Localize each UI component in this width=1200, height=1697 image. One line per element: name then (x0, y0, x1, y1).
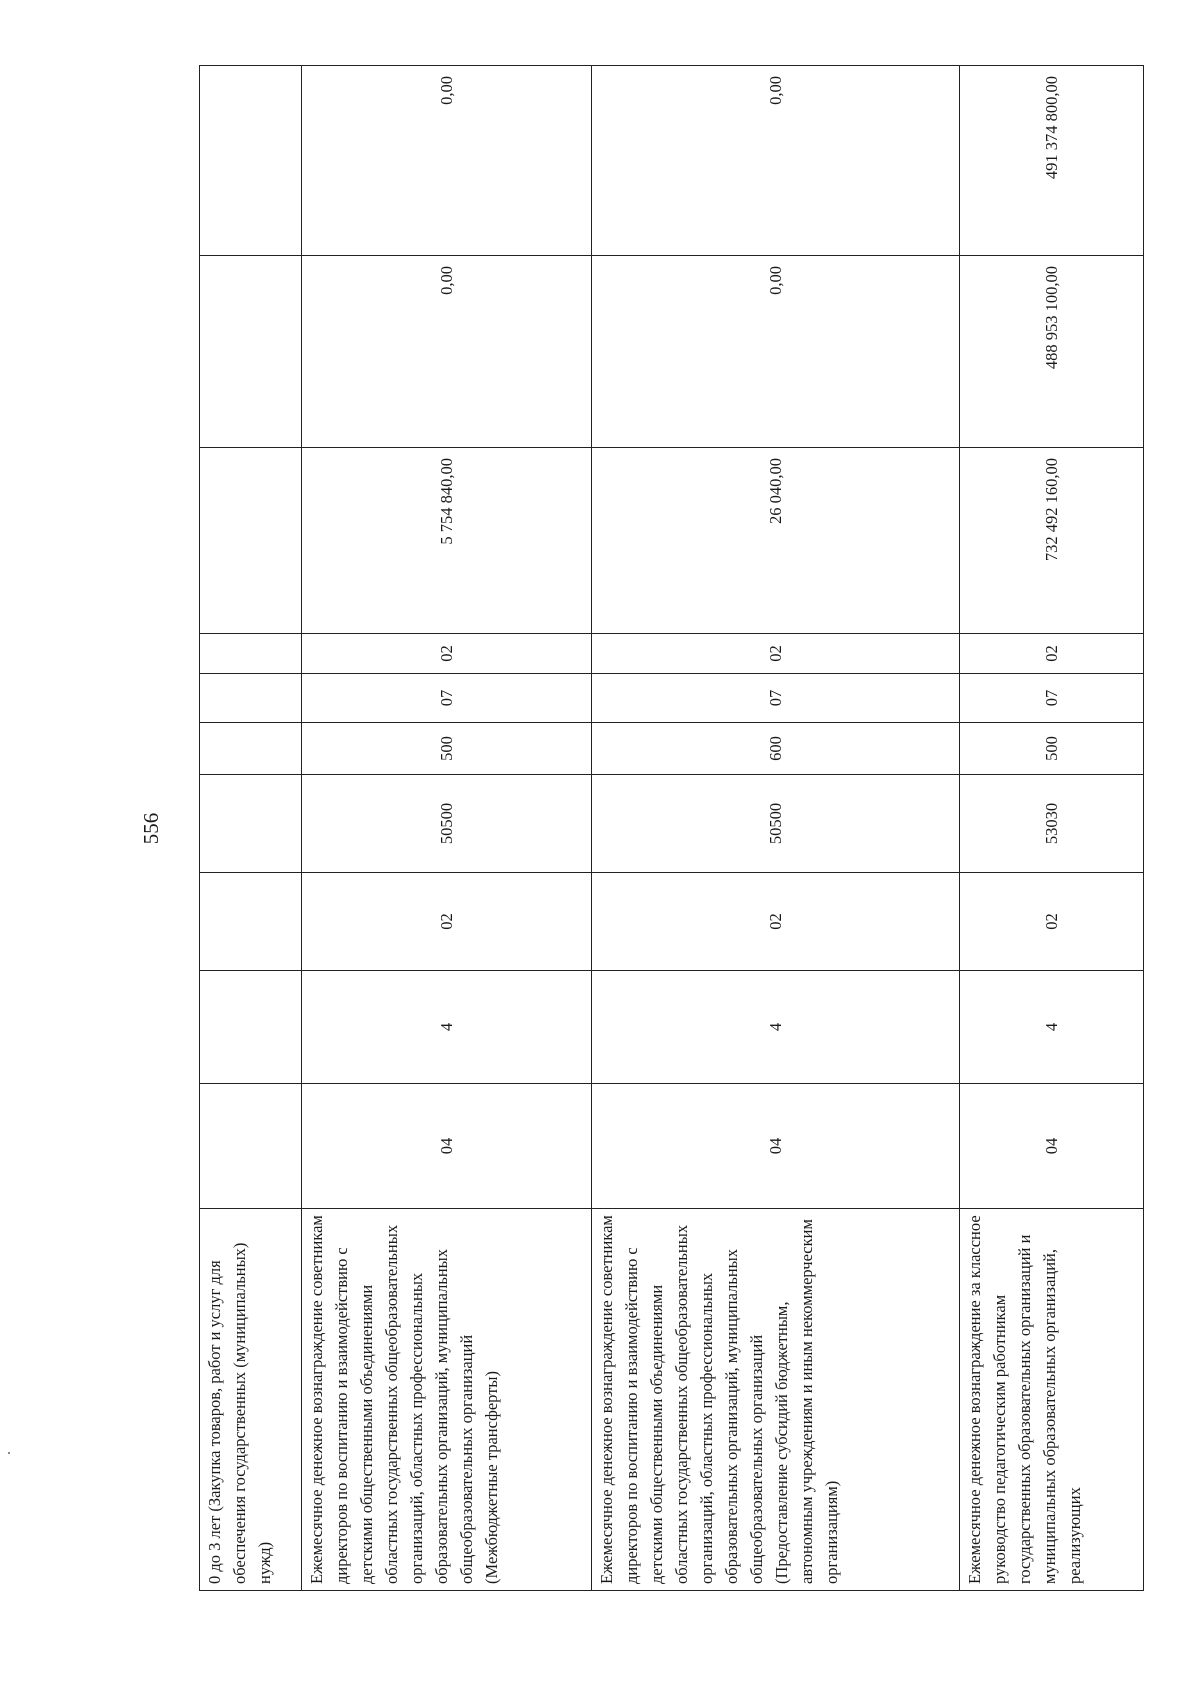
code-subprogram: 02 (960, 873, 1144, 971)
code-direction (200, 775, 302, 873)
row-name: Ежемесячное денежное вознаграждение советникам директоров по воспитанию и взаимодействию с детскими общественными объединениями областных государственных общеобразовательных организаций, областных профессиональных образовательных организаций, муниципальных общеобразовательных организаций (Предоставление субсидий бюджетным, автономным учреждениям и иным некоммерческим организациям) (592, 1209, 960, 1591)
amount-year-3: 491 374 800,00 (960, 66, 1144, 256)
code-type: 4 (960, 971, 1144, 1084)
amount-year-1: 26 040,00 (592, 448, 960, 634)
code-direction: 53030 (960, 775, 1144, 873)
code-subsection: 02 (960, 634, 1144, 674)
row-name: 0 до 3 лет (Закупка товаров, работ и услуг для обеспечения государственных (муниципальных) нужд) (200, 1209, 302, 1591)
table-row (592, 66, 960, 1591)
code-expense-type: 500 (302, 723, 592, 775)
amount-year-1 (200, 448, 302, 634)
code-direction: 50500 (302, 775, 592, 873)
amount-year-2: 488 953 100,00 (960, 256, 1144, 448)
code-program: 04 (960, 1084, 1144, 1209)
budget-table (199, 65, 1144, 1591)
code-section (200, 674, 302, 723)
code-program: 04 (302, 1084, 592, 1209)
page-number: 556 (139, 812, 163, 845)
code-expense-type: 500 (960, 723, 1144, 775)
amount-year-2: 0,00 (302, 256, 592, 448)
amount-year-3: 0,00 (592, 66, 960, 256)
scan-speck (8, 1452, 10, 1454)
row-name: Ежемесячное денежное вознаграждение советникам директоров по воспитанию и взаимодействию с детскими общественными объединениями областных государственных общеобразовательных организаций, областных профессиональных образовательных организаций, муниципальных общеобразовательных организаций (Межбюджетные трансферты) (302, 1209, 592, 1591)
code-subsection (200, 634, 302, 674)
code-section: 07 (960, 674, 1144, 723)
rotated-content (131, 66, 1084, 1591)
amount-year-1: 5 754 840,00 (302, 448, 592, 634)
code-subsection: 02 (592, 634, 960, 674)
table-row (960, 66, 1144, 1591)
amount-year-2: 0,00 (592, 256, 960, 448)
code-type: 4 (302, 971, 592, 1084)
code-expense-type: 600 (592, 723, 960, 775)
code-section: 07 (592, 674, 960, 723)
amount-year-3: 0,00 (302, 66, 592, 256)
code-subsection: 02 (302, 634, 592, 674)
code-section: 07 (302, 674, 592, 723)
code-program (200, 1084, 302, 1209)
code-type (200, 971, 302, 1084)
code-direction: 50500 (592, 775, 960, 873)
row-name: Ежемесячное денежное вознаграждение за классное руководство педагогическим работникам государственных образовательных организаций и муниципальных образовательных организаций, реализующих (960, 1209, 1144, 1591)
table-row (302, 66, 592, 1591)
code-subprogram: 02 (592, 873, 960, 971)
code-expense-type (200, 723, 302, 775)
code-program: 04 (592, 1084, 960, 1209)
amount-year-2 (200, 256, 302, 448)
code-subprogram: 02 (302, 873, 592, 971)
code-type: 4 (592, 971, 960, 1084)
amount-year-1: 732 492 160,00 (960, 448, 1144, 634)
code-subprogram (200, 873, 302, 971)
amount-year-3 (200, 66, 302, 256)
table-row (200, 66, 302, 1591)
